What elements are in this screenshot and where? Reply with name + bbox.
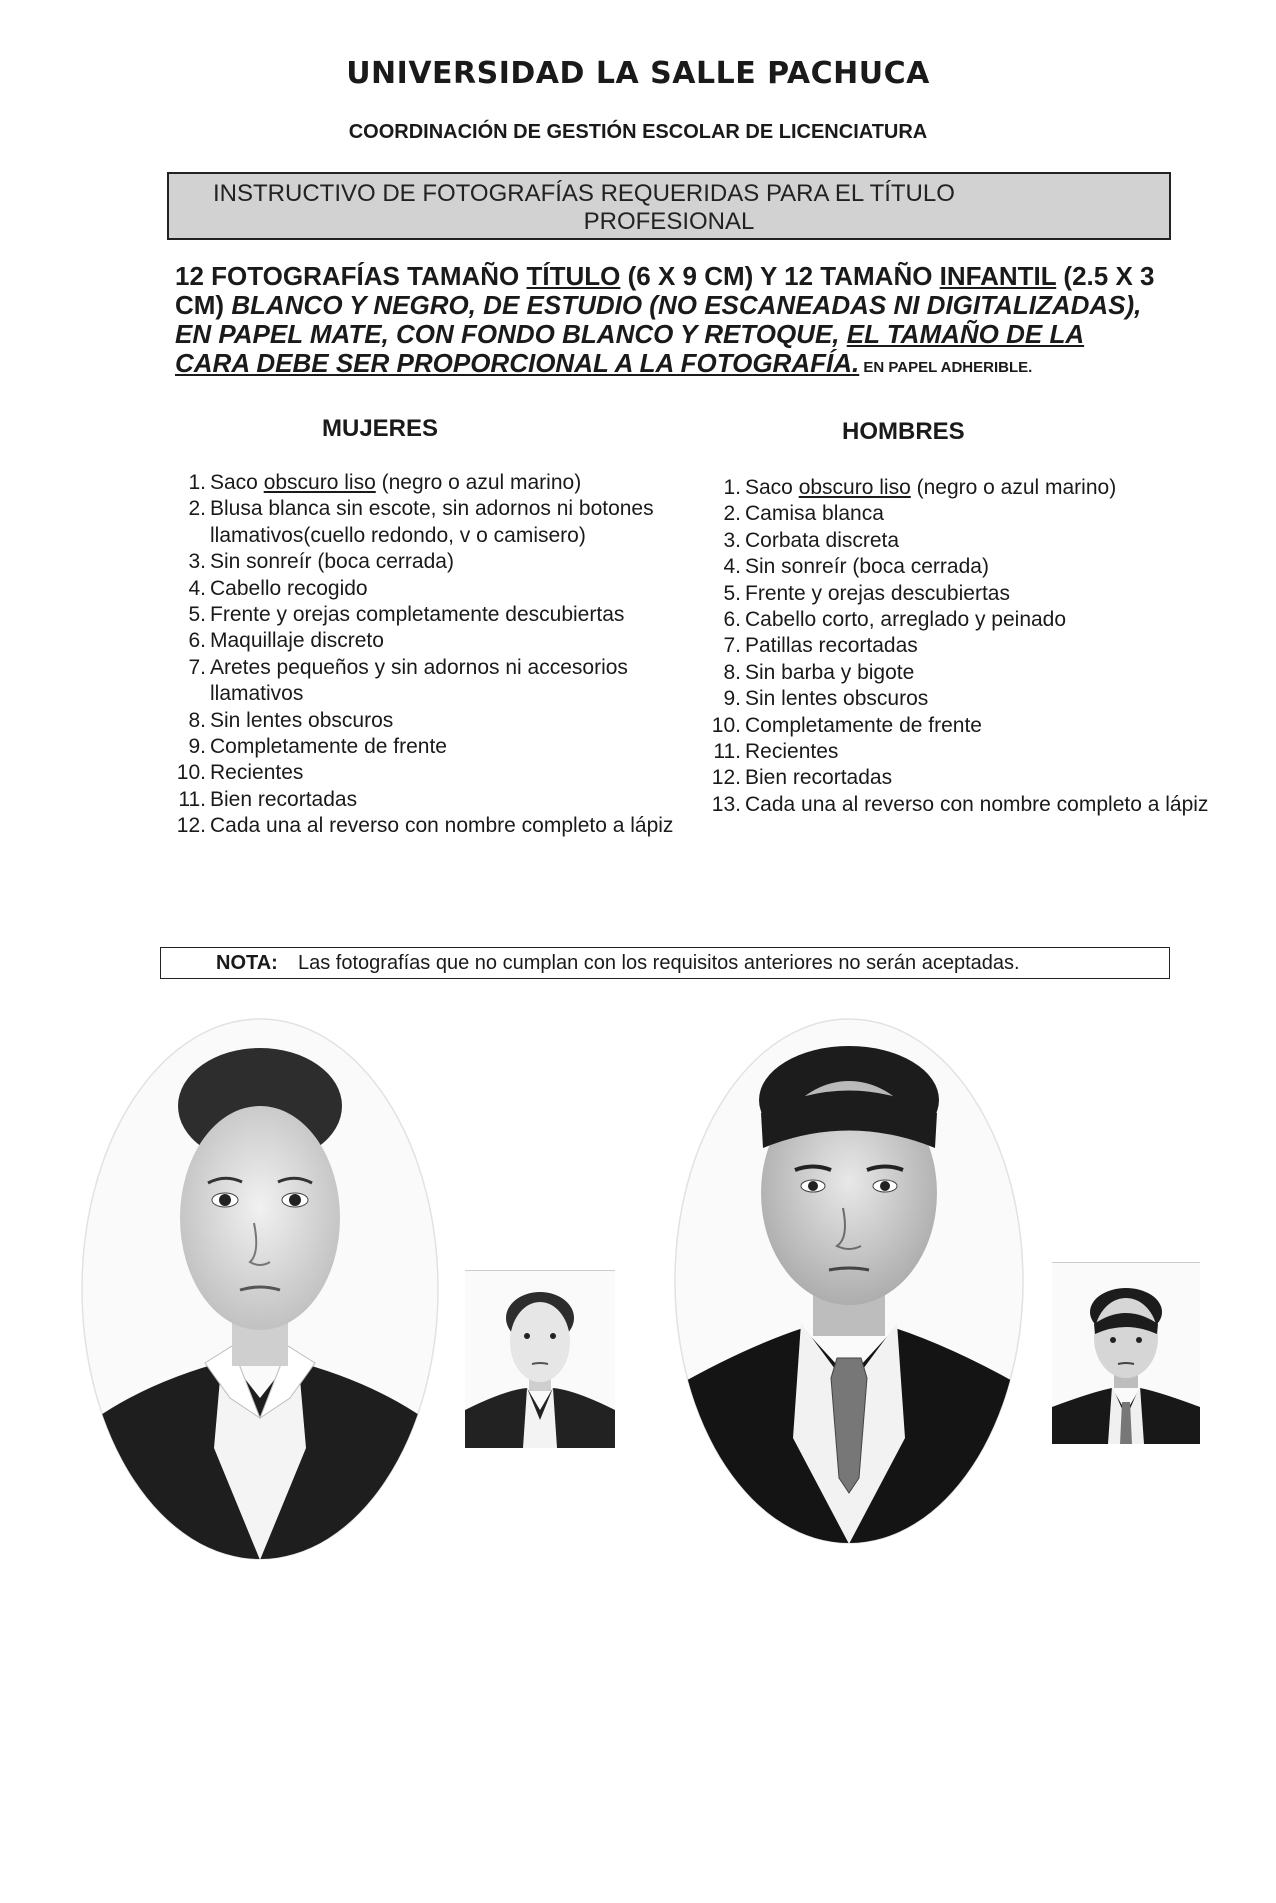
req-part-5: (2.5 X 3 CM) [175, 261, 1155, 320]
university-title: UNIVERSIDAD LA SALLE PACHUCA [346, 56, 930, 91]
women-requirement-item [210, 655, 680, 708]
women-requirement-item-text: Maquillaje discreto [210, 629, 384, 653]
men-requirement-item-text: Frente y orejas descubiertas [745, 581, 1010, 605]
men-requirement-item [745, 713, 1215, 739]
women-requirement-item-text: Recientes [210, 761, 304, 785]
men-requirement-item-text: Bien recortadas [745, 766, 893, 790]
men-requirements-list [711, 475, 1215, 818]
men-requirement-item [745, 607, 1215, 633]
women-requirement-item-text: Completamente de frente [210, 735, 447, 759]
men-requirement-item-text: Sin sonreír (boca cerrada) [745, 555, 989, 579]
man-title-photo [673, 1018, 1025, 1544]
women-requirement-item [210, 470, 680, 496]
men-requirement-item-underlined: obscuro liso [798, 476, 911, 499]
men-requirement-item-text: Saco [745, 476, 799, 499]
department-subtitle: COORDINACIÓN DE GESTIÓN ESCOLAR DE LICENCIATURA [348, 121, 928, 143]
men-requirement-item [745, 581, 1215, 607]
men-requirement-item [745, 686, 1215, 712]
req-titulo: TÍTULO [526, 261, 621, 291]
women-requirement-item-text: Saco [210, 471, 264, 494]
men-requirement-item-text: Completamente de frente [745, 713, 982, 737]
men-requirement-item-text: Patillas recortadas [745, 634, 918, 658]
women-requirement-item [210, 734, 680, 760]
req-part-1: 12 FOTOGRAFÍAS TAMAÑO [175, 261, 527, 291]
women-requirement-item-text: Sin lentes obscuros [210, 708, 394, 732]
man-infantil-photo [1052, 1262, 1200, 1444]
men-requirement-item [745, 475, 1215, 501]
women-requirement-item-suffix: (negro o azul marino) [375, 471, 582, 494]
women-requirement-item-text: Frente y orejas completamente descubiertas [210, 603, 625, 627]
women-requirement-item [210, 576, 680, 602]
men-requirement-item-text: Sin lentes obscuros [745, 687, 929, 711]
women-requirement-item [210, 708, 680, 734]
women-requirement-item [210, 787, 680, 813]
women-requirement-item-text: Bien recortadas [210, 787, 358, 811]
men-requirement-item [745, 739, 1215, 765]
women-requirement-item [210, 628, 680, 654]
men-requirement-item-text: Cabello corto, arreglado y peinado [745, 608, 1067, 632]
women-requirement-item-text: Sin sonreír (boca cerrada) [210, 550, 454, 574]
document-banner [167, 172, 1171, 240]
men-requirement-item-text: Recientes [745, 740, 839, 764]
req-part-3: (6 X 9 CM) Y 12 TAMAÑO [620, 261, 940, 291]
women-heading: MUJERES [322, 415, 439, 442]
men-requirement-item-text: Camisa blanca [745, 502, 884, 526]
women-requirements-list [176, 470, 680, 840]
req-infantil: INFANTIL [939, 261, 1057, 291]
men-requirement-item [745, 660, 1215, 686]
woman-infantil-photo [465, 1270, 615, 1448]
women-requirement-item [210, 813, 680, 839]
women-requirement-item [210, 760, 680, 786]
men-requirement-item [745, 792, 1215, 818]
women-requirement-item-text: Aretes pequeños y sin adornos ni accesorios llamativos [210, 655, 628, 706]
woman-title-photo [80, 1018, 440, 1560]
men-requirement-item-text: Sin barba y bigote [745, 660, 915, 684]
photo-requirements [175, 262, 1165, 382]
men-requirement-item [745, 501, 1215, 527]
men-requirement-item-suffix: (negro o azul marino) [910, 476, 1117, 499]
banner-line-2: PROFESIONAL [583, 208, 755, 235]
men-heading: HOMBRES [842, 418, 965, 445]
req-adhesive: EN PAPEL ADHERIBLE. [859, 359, 1033, 376]
banner-line-1: INSTRUCTIVO DE FOTOGRAFÍAS REQUERIDAS PARA EL TÍTULO [213, 180, 955, 207]
men-requirement-item [745, 554, 1215, 580]
women-requirement-item-text: Cabello recogido [210, 576, 368, 600]
men-requirement-item-text: Cada una al reverso con nombre completo a lápiz [745, 792, 1209, 816]
note-box [160, 947, 1170, 979]
women-requirement-item [210, 549, 680, 575]
women-requirement-item [210, 496, 680, 549]
women-requirement-item-underlined: obscuro liso [263, 471, 376, 494]
note-text: Las fotografías que no cumplan con los requisitos anteriores no serán aceptadas. [298, 952, 1020, 974]
men-requirement-item [745, 528, 1215, 554]
req-specs: BLANCO Y NEGRO, DE ESTUDIO (NO ESCANEADAS NI DIGITALIZADAS), EN PAPEL MATE, CON FONDO BLANCO Y RETOQUE, [175, 290, 1142, 349]
men-requirement-item [745, 633, 1215, 659]
men-requirement-item-text: Corbata discreta [745, 528, 900, 552]
women-requirement-item [210, 602, 680, 628]
women-requirement-item-text: Blusa blanca sin escote, sin adornos ni botones llamativos(cuello redondo, v o camisero) [210, 497, 654, 547]
men-requirement-item [745, 765, 1215, 791]
note-label: NOTA: [216, 952, 278, 974]
req-face-size: EL TAMAÑO DE LA CARA DEBE SER PROPORCIONAL A LA FOTOGRAFÍA. [175, 319, 1085, 378]
women-requirement-item-text: Cada una al reverso con nombre completo a lápiz [210, 814, 674, 838]
